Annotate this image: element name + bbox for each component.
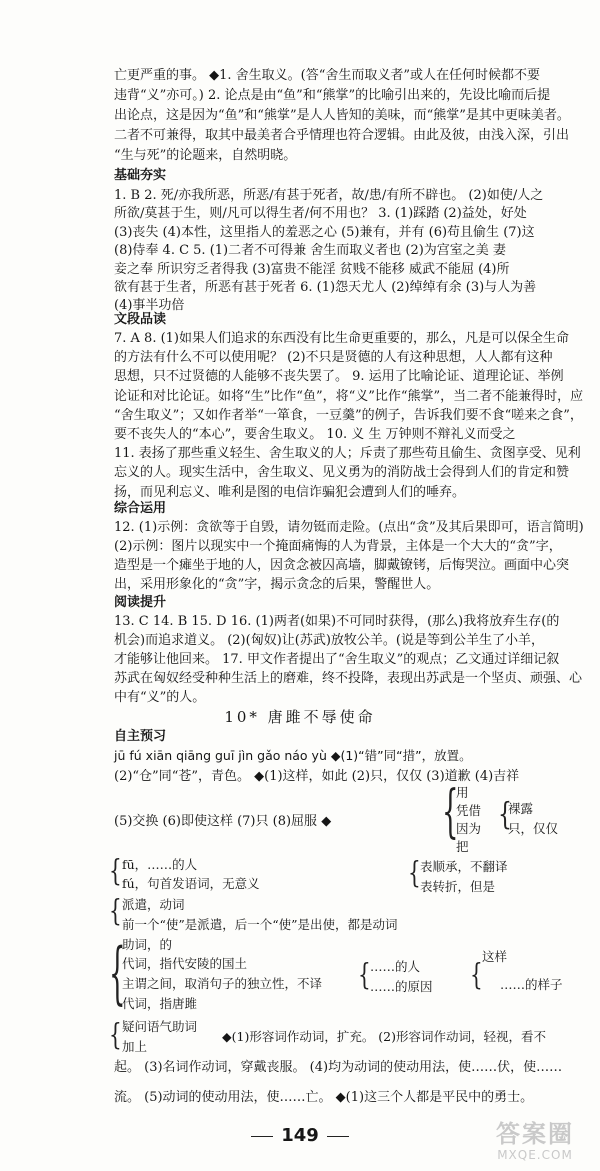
section-heading-reading-improvement: 阅读提升 bbox=[114, 595, 167, 610]
text-line: 欲有甚于生者，所恶有甚于死者 6. (1)怨天尤人 (2)绰绰有余 (3)与人为善 bbox=[114, 280, 537, 295]
text-line: 中有“义”的人。 bbox=[114, 690, 206, 705]
brace1-item: 用 bbox=[456, 785, 469, 800]
brace2-item: 只，仅仅 bbox=[508, 821, 559, 836]
lesson-title: 10* 唐雎不辱使命 bbox=[224, 708, 376, 726]
zhi-sub-item: ……的样子 bbox=[500, 977, 563, 992]
text-line: (8)侍奉 4. C 5. (1)二者不可得兼 舍生而取义者也 (2)为宫室之美 妻 bbox=[114, 243, 506, 259]
shi-item: 前一个“使”是派遣，后一个“使”是出使，都是动词 bbox=[122, 917, 398, 932]
text-line: (4)事半功倍 bbox=[114, 298, 185, 314]
fu-item: fū，……的人 bbox=[122, 857, 198, 872]
brace-symbol: { bbox=[498, 798, 512, 833]
text-line: 流。 (5)动词的使动用法，使……亡。 ◆(1)这三个人都是平民中的勇士。 bbox=[114, 1090, 534, 1105]
text-line: 机会)而追求道义。 (2)(匈奴)让(苏武)放牧公羊。(说是等到公羊生了小羊， bbox=[114, 633, 544, 648]
text-line: 所欲/莫甚于生，则/凡可以得生者/何不用也？ 3. (1)踩踏 (2)益处，好处 bbox=[114, 206, 527, 222]
hu-item: 疑问语气助词 bbox=[122, 1019, 198, 1034]
brace-symbol: { bbox=[109, 852, 122, 888]
text-line: 造型是一个瘫坐于地的人，因贪念被囚高墙，脚戴镣铐，后悔哭泣。画面中心突 bbox=[114, 558, 570, 573]
brace-symbol: { bbox=[109, 1016, 122, 1052]
text-line: 违背“义”亦可。) 2. 论点是由“鱼”和“熊掌”的比喻引出来的，先设比喻而后提 bbox=[114, 88, 551, 103]
text-line: 起。 (3)名词作动词，穿戴丧服。 (4)均为动词的使动用法，使……伏，使…… bbox=[114, 1060, 563, 1075]
watermark-bottom: MXQE.COM bbox=[497, 1148, 573, 1162]
brace-symbol: { bbox=[109, 936, 126, 1014]
watermark-top: 答案圈 bbox=[496, 1120, 574, 1148]
brace2-item: 裸露 bbox=[508, 801, 534, 816]
text-line: 妾之奉 所识穷乏者得我 (3)富贵不能淫 贫贱不能移 威武不能屈 (4)所 bbox=[114, 261, 510, 277]
text-line: 思想，只不过贤德的人能够不丧失罢了。 9. 运用了比喻论证、道理论证、举例 bbox=[114, 369, 564, 385]
text-line: 13. C 14. B 15. D 16. (1)两者(如果)不可同时获得，(那么)我将放弃生存(的 bbox=[114, 614, 560, 629]
zhi-item: 代词，指唐雎 bbox=[122, 996, 198, 1011]
text-line: “舍生取义”；又如作者举“一箪食，一豆羹”的例子，告诉我们要不食“嗟来之食”， bbox=[114, 407, 583, 423]
brace-symbol: { bbox=[408, 854, 421, 890]
brace1-item: 因为 bbox=[456, 821, 482, 836]
brace1-item: 凭借 bbox=[456, 803, 482, 818]
zhi-item: 助词，的 bbox=[122, 937, 173, 952]
brace-symbol: { bbox=[470, 956, 483, 992]
text-line: 扬，而见利忘义、唯利是图的电信诈骗犯会遭到人们的唾弃。 bbox=[114, 484, 466, 500]
section-heading-passage-reading: 文段品读 bbox=[114, 312, 167, 327]
hu-item: 加上 bbox=[122, 1039, 148, 1054]
text-line: 出，采用形象化的“贪”字，揭示贪念的后果，警醒世人。 bbox=[114, 577, 440, 592]
text-line: 二者不可兼得，取其中最美者合乎情理也符合逻辑。由此及彼，由浅入深，引出 bbox=[114, 128, 570, 143]
brace-symbol: { bbox=[358, 956, 371, 992]
text-line: 忘义的人。现实生活中，舍生取义、见义勇为的消防战士会得到人们的肯定和赞 bbox=[114, 465, 570, 481]
section-heading-preview: 自主预习 bbox=[114, 729, 167, 744]
text-line: (2)示例：图片以现实中一个掩面痛悔的人为背景，主体是一个大大的“贪”字， bbox=[114, 539, 562, 554]
page-number-text: 149 bbox=[281, 1125, 319, 1146]
shi-item: 派遣，动词 bbox=[122, 897, 185, 912]
er-item: 表转折，但是 bbox=[420, 879, 496, 894]
hu-rest: ◆(1)形容词作动词，扩充。 (2)形容词作动词，轻视，看不 bbox=[222, 1029, 547, 1044]
text-line: (3)丧失 (4)本性，这里指人的羞恶之心 (5)兼有，并有 (6)苟且偷生 (7)这 bbox=[114, 224, 535, 240]
zhi-sub-item: ……的原因 bbox=[370, 979, 433, 994]
zhi-sub-item: 这样 bbox=[482, 949, 508, 964]
er-item: 表顺承，不翻译 bbox=[420, 859, 508, 874]
preview-line: (2)“仓”同“苍”，青色。 ◆(1)这样，如此 (2)只，仅仅 (3)道歉 (4)吉祥 bbox=[114, 769, 520, 784]
text-line: 亡更严重的事。 ◆1. 舍生取义。(答“舍生而取义者”或人在任何时候都不要 bbox=[114, 68, 541, 83]
text-line: 论证和对比论证。如将“生”比作“鱼”，将“义”比作“熊掌”，当二者不能兼得时，应 bbox=[114, 388, 584, 404]
brace-symbol: { bbox=[109, 892, 122, 928]
brace-symbol: { bbox=[442, 780, 459, 846]
fu-item: fú，句首发语词，无意义 bbox=[122, 876, 260, 891]
section-heading-integrated-use: 综合运用 bbox=[114, 501, 167, 516]
text-line: 才能够让他回来。 17. 甲文作者提出了“舍生取义”的观点；乙文通过详细记叙 bbox=[114, 652, 560, 667]
dash-right bbox=[327, 1136, 349, 1137]
zhi-item: 代词，指代安陵的国土 bbox=[122, 956, 248, 971]
watermark-logo bbox=[480, 1120, 590, 1166]
text-line: 12. (1)示例：贪欲等于自毁，请勿铤而走险。(点出“贪”及其后果即可，语言简明) bbox=[114, 520, 584, 535]
text-line: 11. 表扬了那些重义轻生、舍生取义的人；斥责了那些苟且偷生、贪图享受、见利 bbox=[114, 446, 581, 462]
dash-left bbox=[251, 1136, 273, 1137]
text-line: 的方法有什么不可以使用呢？ (2)不只是贤德的人有这种思想，人人都有这种 bbox=[114, 350, 553, 366]
text-line: 要不丧失人的“本心”，要舍生取义。 10. 义 生 万钟则不辩礼义而受之 bbox=[114, 427, 516, 442]
pinyin-line: jū fú xiān qiāng guī jìn gǎo náo yù ◆(1)“错”同“措”，放置。 bbox=[114, 748, 472, 763]
zhi-sub-item: ……的人 bbox=[370, 959, 421, 974]
text-line: “生与死”的论题来，自然明晓。 bbox=[114, 148, 297, 163]
section-heading-basics: 基础夯实 bbox=[114, 168, 167, 183]
zhi-item: 主谓之间，取消句子的独立性，不译 bbox=[122, 976, 323, 991]
text-line: 1. B 2. 死/亦我所恶，所恶/有甚于死者，故/患/有所不辟也。 (2)如使/人之 bbox=[114, 188, 544, 203]
text-line: 出论点，这是因为“鱼”和“熊掌”是人人皆知的美味，而“熊掌”是其中更味美者。 bbox=[114, 108, 570, 123]
preview-line: (5)交换 (6)即使这样 (7)只 (8)屈服 ◆ bbox=[114, 814, 332, 829]
text-line: 7. A 8. (1)如果人们追求的东西没有比生命更重要的，那么，凡是可以保全生命 bbox=[114, 331, 570, 346]
text-line: 苏武在匈奴经受种种生活上的磨难，终不投降，表现出苏武是一个坚贞、顽强、心 bbox=[114, 671, 583, 686]
brace1-item: 把 bbox=[456, 839, 469, 854]
